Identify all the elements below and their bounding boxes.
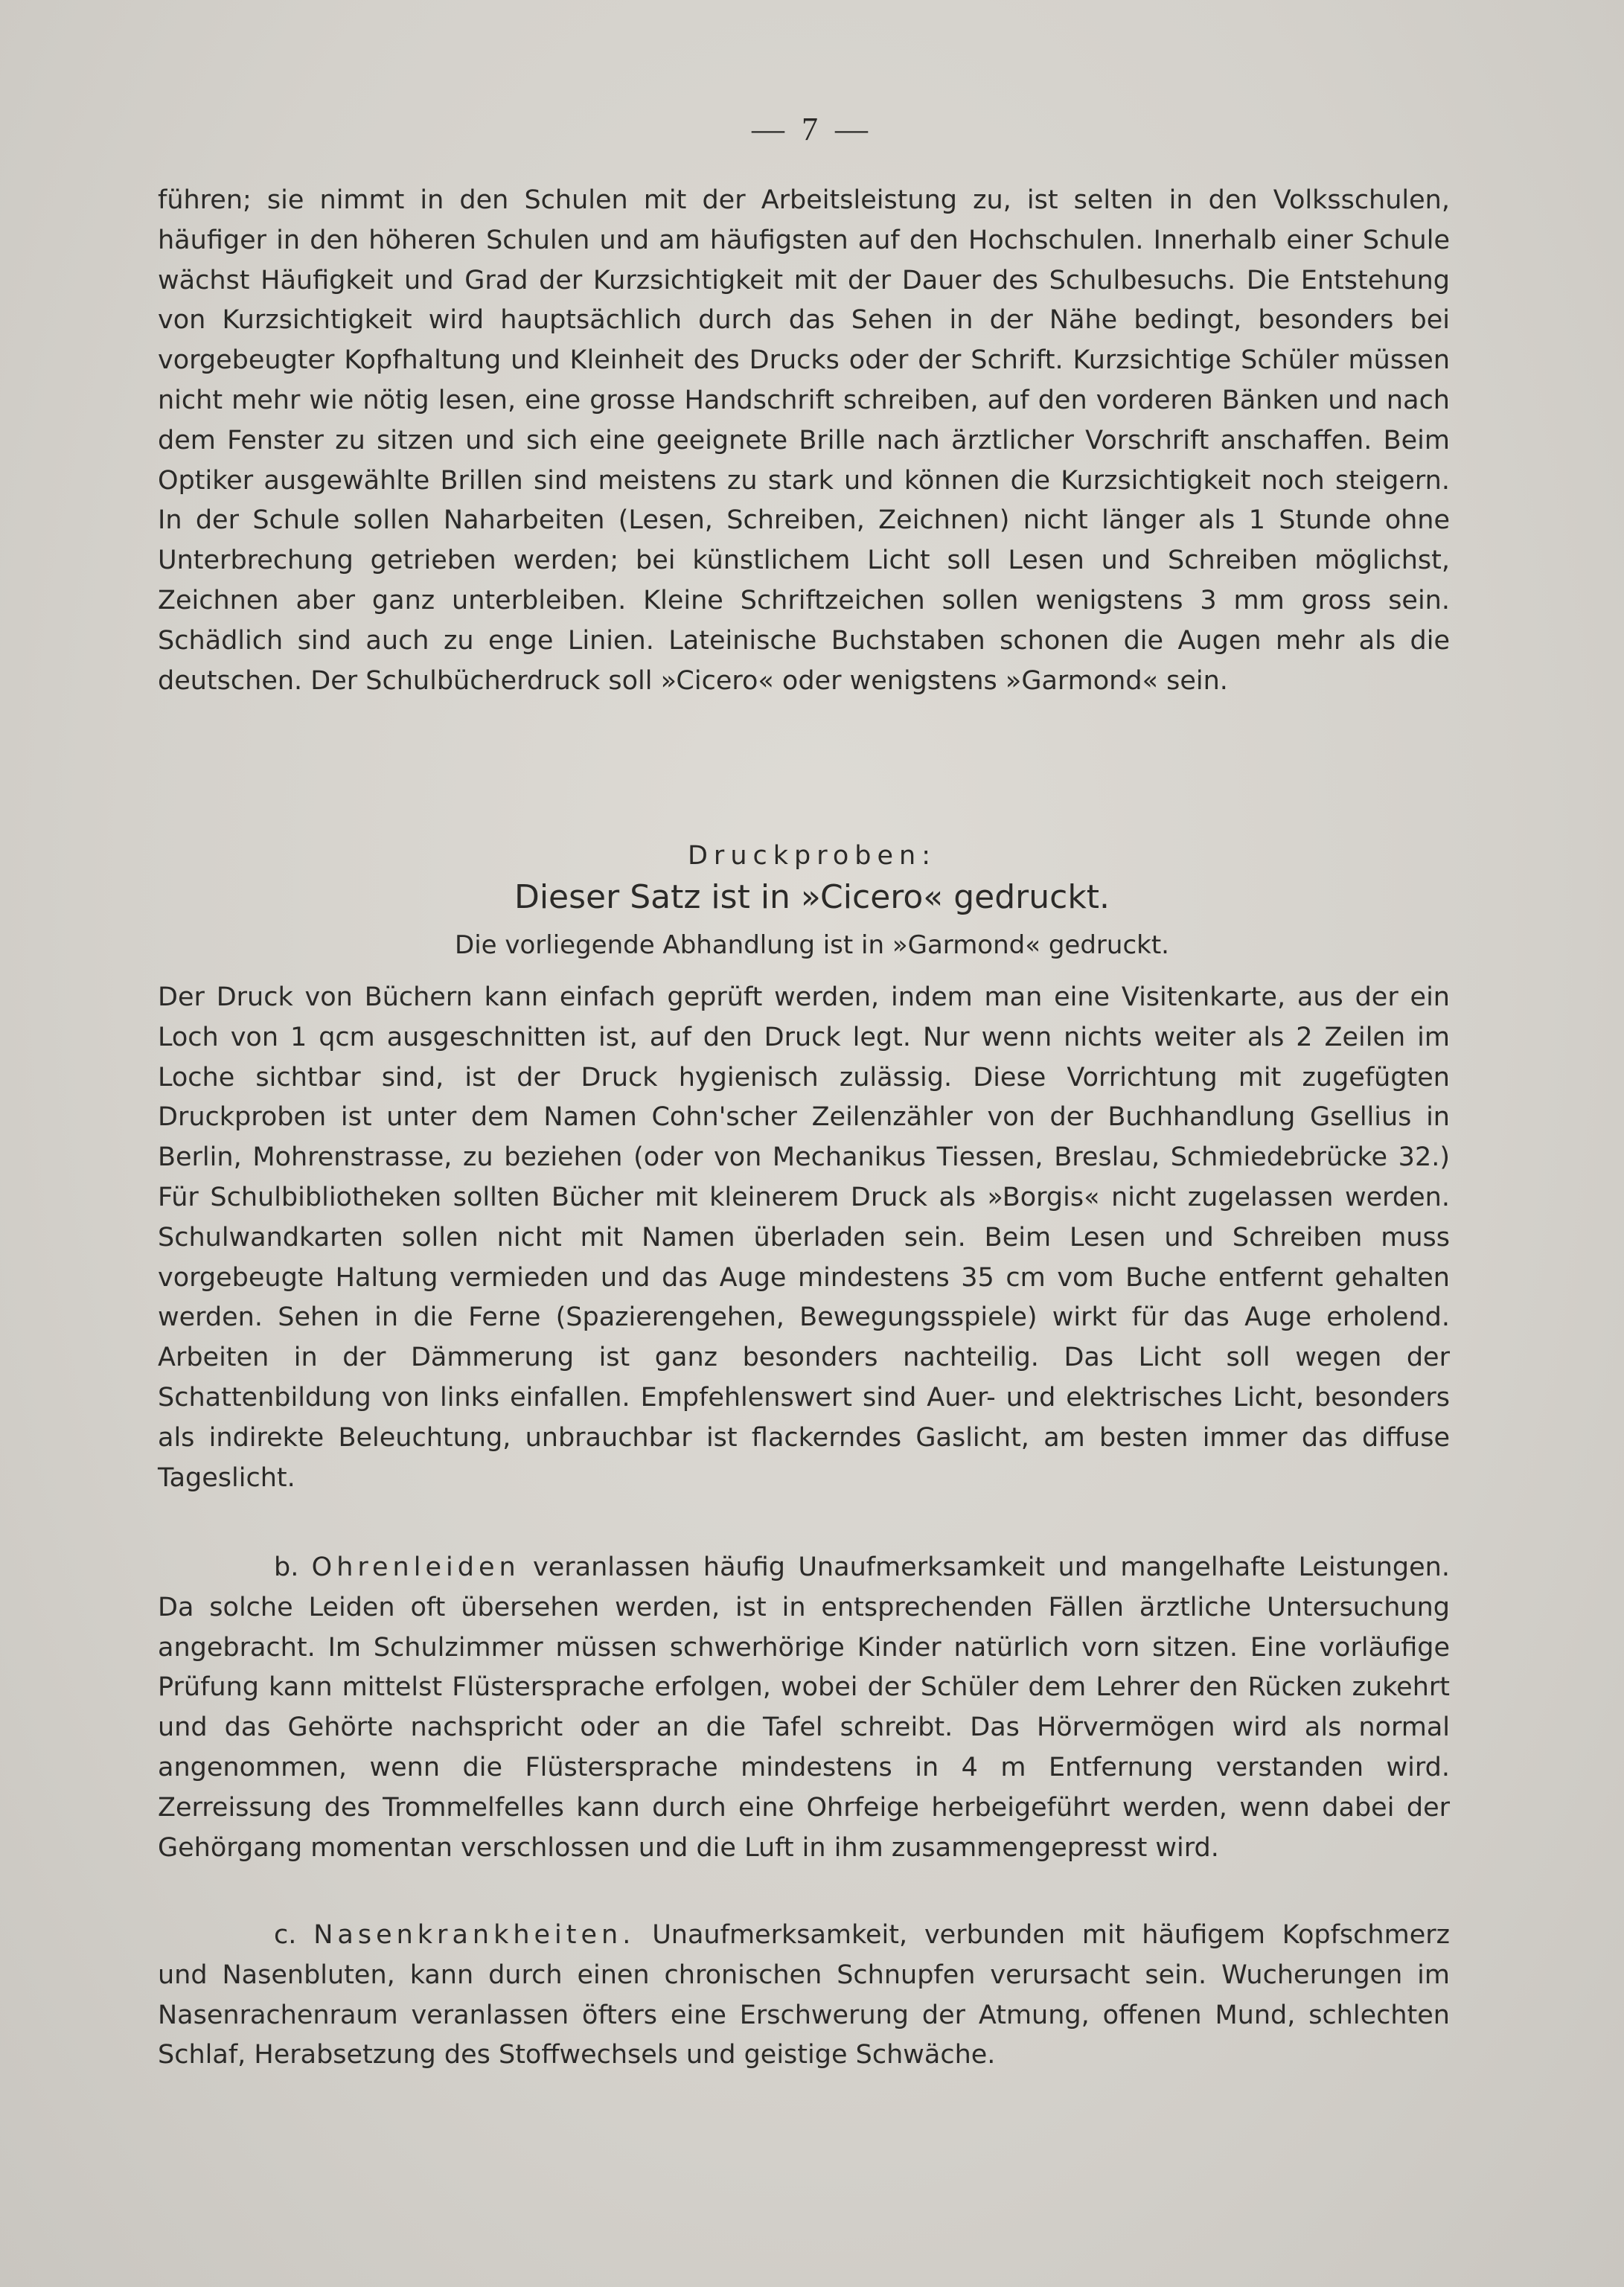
print-samples-heading: Druckproben: [687, 841, 936, 871]
paragraph-ear-ailments [158, 1548, 1450, 1868]
paragraph-text [158, 1548, 1450, 1868]
paragraph-print-testing [158, 978, 1450, 1498]
print-sample-garmond: Die vorliegende Abhandlung ist in »Garmond« gedruckt. [455, 930, 1169, 960]
print-sample-cicero: Dieser Satz ist in »Cicero« gedruckt. [514, 878, 1110, 916]
page-number: — 7 — [752, 111, 872, 147]
section-heading: Ohrenleiden [311, 1552, 520, 1582]
paragraph-text [158, 1916, 1450, 2076]
paragraph-text: Der Druck von Büchern kann einfach geprüft werden, indem man eine Visitenkarte, aus der ein Loch von 1 qcm ausgeschnitten ist, auf den Druck legt. Nur wenn nichts weiter als 2 Zeilen im Loche sichtbar sind, ist der Druck hygienisch zulässig. Diese Vorrichtung mit zugefügten Druckproben ist unter dem Namen Cohn'scher Zeilenzähler von der Buchhandlung Gsellius in Berlin, Mohrenstrasse, zu beziehen (oder von Mechanikus Tiessen, Breslau, Schmiedebrücke 32.) Für Schulbibliotheken sollten Bücher mit kleinerem Druck als »Borgis« nicht zugelassen werden. Schulwandkarten sollen nicht mit Namen überladen sein. Beim Lesen und Schreiben muss vorgebeugte Haltung vermieden und das Auge mindestens 35 cm vom Buche entfernt gehalten werden. Sehen in die Ferne (Spazierengehen, Bewegungsspiele) wirkt für das Auge erholend. Arbeiten in der Dämmerung ist ganz besonders nachteilig. Das Licht soll wegen der Schattenbildung von links einfallen. Empfehlenswert sind Auer- und elektrisches Licht, besonders als indirekte Beleuchtung, unbrauchbar ist flackerndes Gaslicht, am besten immer das diffuse Tageslicht. [158, 982, 1450, 1493]
section-body: Unaufmerksamkeit, verbunden mit häufigem Kopfschmerz und Nasenbluten, kann durch einen chronischen Schnupfen verursacht sein. Wucherungen im Nasenrachenraum veranlassen öfters eine Erschwerung der Atmung, offenen Mund, schlechten Schlaf, Herabsetzung des Stoffwechsels und geistige Schwäche. [158, 1920, 1450, 2070]
section-body: veranlassen häufig Unaufmerksamkeit und mangelhafte Leistungen. Da solche Leiden oft übersehen werden, ist in entsprechenden Fällen ärztliche Untersuchung angebracht. Im Schulzimmer müssen schwerhörige Kinder natürlich vorn sitzen. Eine vorläufige Prüfung kann mittelst Flüstersprache erfolgen, wobei der Schüler dem Lehrer den Rücken zukehrt und das Gehörte nachspricht oder an die Tafel schreibt. Das Hörvermögen wird als normal angenommen, wenn die Flüstersprache mindestens in 4 m Entfernung verstanden wird. Zerreissung des Trommelfelles kann durch eine Ohrfeige herbeigeführt werden, wenn dabei der Gehörgang momentan verschlossen und die Luft in ihm zusammengepresst wird. [158, 1552, 1450, 1863]
section-label: b. [274, 1552, 299, 1582]
section-label: c. [274, 1920, 297, 1950]
paragraph-text: führen; sie nimmt in den Schulen mit der Arbeitsleistung zu, ist selten in den Volksschulen, häufiger in den höheren Schulen und am häufigsten auf den Hochschulen. Innerhalb einer Schule wächst Häufigkeit und Grad der Kurzsichtigkeit mit der Dauer des Schulbesuchs. Die Entstehung von Kurzsichtigkeit wird hauptsächlich durch das Sehen in der Nähe bedingt, besonders bei vorgebeugter Kopfhaltung und Kleinheit des Drucks oder der Schrift. Kurzsichtige Schüler müssen nicht mehr wie nötig lesen, eine grosse Handschrift schreiben, auf den vorderen Bänken und nach dem Fenster zu sitzen und sich eine geeignete Brille nach ärztlicher Vorschrift anschaffen. Beim Optiker ausgewählte Brillen sind meistens zu stark und können die Kurzsichtigkeit noch steigern. In der Schule sollen Naharbeiten (Lesen, Schreiben, Zeichnen) nicht länger als 1 Stunde ohne Unterbrechung getrieben werden; bei künstlichem Licht soll Lesen und Schreiben möglichst, Zeichnen aber ganz unterbleiben. Kleine Schriftzeichen sollen wenigstens 3 mm gross sein. Schädlich sind auch zu enge Linien. Lateinische Buchstaben schonen die Augen mehr als die deutschen. Der Schulbücherdruck soll »Cicero« oder wenigstens »Garmond« sein. [158, 185, 1450, 696]
section-heading: Nasenkrankheiten. [313, 1920, 636, 1950]
paragraph-nasal-diseases [158, 1916, 1450, 2076]
paragraph-myopia [158, 181, 1450, 701]
